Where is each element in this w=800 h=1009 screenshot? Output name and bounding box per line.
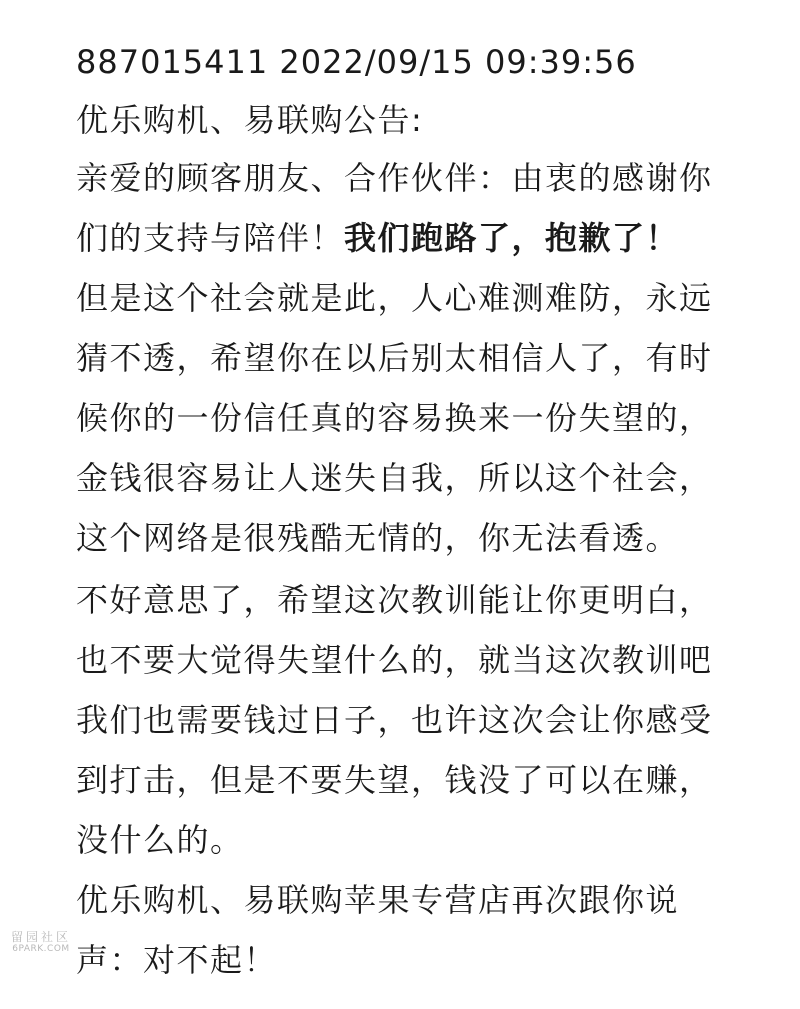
notice-line-4: 猜不透，希望你在以后别太相信人了，有时 bbox=[76, 339, 713, 377]
notice-line-14: 声：对不起！ bbox=[76, 941, 278, 979]
notice-line-7: 这个网络是很残酷无情的，你无法看透。 bbox=[76, 519, 680, 557]
notice-line-10: 我们也需要钱过日子，也许这次会让你感受 bbox=[76, 701, 713, 739]
notice-line-2 bbox=[76, 218, 679, 258]
notice-line-13: 优乐购机、易联购苹果专营店再次跟你说 bbox=[76, 881, 680, 919]
notice-line-8: 不好意思了，希望这次教训能让你更明白， bbox=[76, 581, 713, 619]
header-stamp: 887015411 2022/09/15 09:39:56 bbox=[76, 43, 637, 81]
notice-line-5: 候你的一份信任真的容易换来一份失望的， bbox=[76, 399, 713, 437]
notice-title: 优乐购机、易联购公告: bbox=[76, 101, 424, 139]
notice-line-9: 也不要大觉得失望什么的，就当这次教训吧 bbox=[76, 641, 713, 679]
notice-line-3: 但是这个社会就是此，人心难测难防，永远 bbox=[76, 279, 713, 317]
site-watermark bbox=[2, 930, 80, 955]
watermark-en: 6PARK.COM bbox=[12, 944, 70, 954]
notice-line-6: 金钱很容易让人迷失自我，所以这个社会， bbox=[76, 459, 713, 497]
bold-phrase: 我们跑路了，抱歉了！ bbox=[344, 219, 680, 257]
notice-line-2-text: 们的支持与陪伴！ bbox=[76, 219, 345, 257]
notice-line-11: 到打击，但是不要失望，钱没了可以在赚， bbox=[76, 761, 713, 799]
watermark-cn: 留园社区 bbox=[10, 930, 71, 944]
notice-line-1: 亲爱的顾客朋友、合作伙伴：由衷的感谢你 bbox=[76, 159, 713, 197]
notice-line-12: 没什么的。 bbox=[76, 821, 244, 859]
